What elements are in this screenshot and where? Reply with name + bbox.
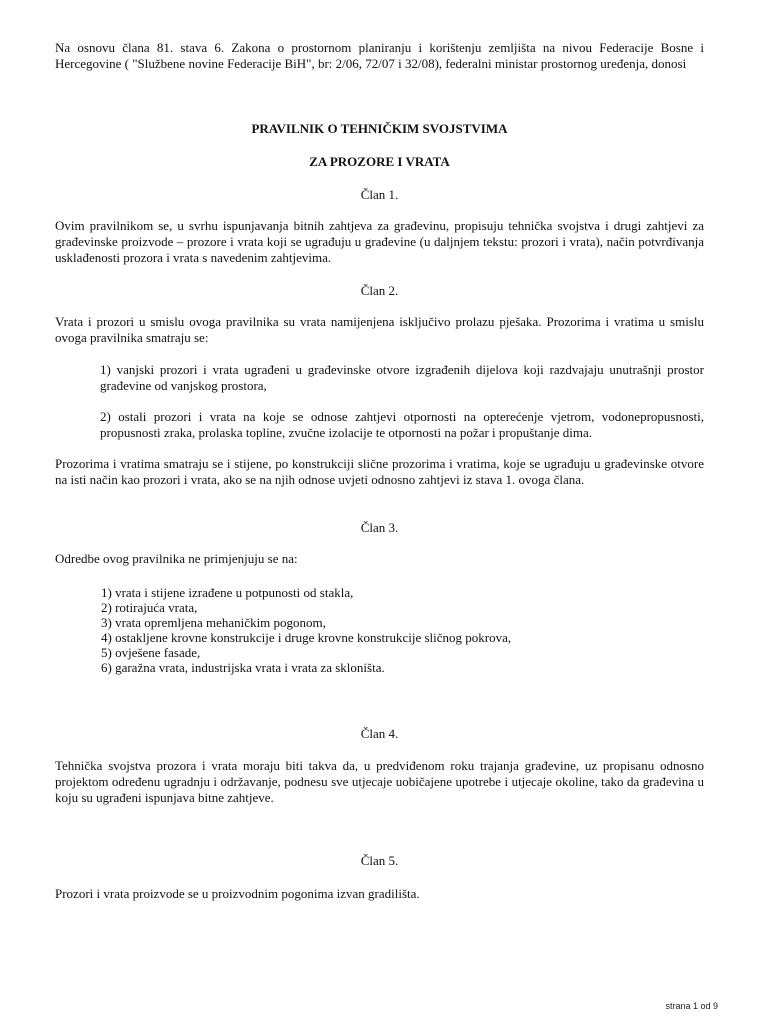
- list-item: 3) vrata opremljena mehaničkim pogonom,: [101, 615, 326, 630]
- article-5-heading: Član 5.: [360, 853, 399, 868]
- list-item: 6) garažna vrata, industrijska vrata i vrata za skloništa.: [101, 660, 385, 675]
- article-2-heading: Član 2.: [360, 283, 399, 298]
- preamble-text: Na osnovu člana 81. stava 6. Zakona o prostornom planiranju i korištenju zemljišta na nivou Federacije Bosne i Hercegovine ( "Službene novine Federacije BiH", br: 2/06, 72/07 i 32/08), federalni ministar prostornog uređenja, donosi: [55, 40, 704, 71]
- list-item: 5) ovješene fasade,: [101, 645, 201, 660]
- article-3-heading: Član 3.: [360, 520, 399, 535]
- page-number-footer: strana 1 od 9: [665, 1001, 718, 1011]
- list-item: 1) vrata i stijene izrađene u potpunosti od stakla,: [101, 585, 354, 600]
- article-2-closing: Prozorima i vratima smatraju se i stijene, po konstrukciji slične prozorima i vratima, koje se ugrađuju u građevinske otvore na isti način kao prozori i vrata, ako se na njih odnose uvjeti odnosno zahtjevi iz stava 1. ovoga člana.: [55, 456, 704, 487]
- document-title-line2: ZA PROZORE I VRATA: [309, 154, 450, 169]
- article-4-heading: Član 4.: [360, 726, 399, 741]
- article-1-heading: Član 1.: [360, 187, 399, 202]
- article-3-intro: Odredbe ovog pravilnika ne primjenjuju se na:: [55, 551, 298, 566]
- article-2-item-2: 2) ostali prozori i vrata na koje se odnose zahtjevi otpornosti na opterećenje vjetrom, vodonepropusnosti, propusnosti zraka, prolaska topline, zvučne izolacije te otpornosti na požar i propuštanje dima.: [100, 409, 704, 440]
- list-item: 4) ostakljene krovne konstrukcije i druge krovne konstrukcije sličnog pokrova,: [101, 630, 512, 645]
- article-3-list: [101, 585, 701, 675]
- document-title-line1: PRAVILNIK O TEHNIČKIM SVOJSTVIMA: [251, 121, 508, 136]
- article-5-text: Prozori i vrata proizvode se u proizvodnim pogonima izvan gradilišta.: [55, 886, 420, 901]
- article-2-intro: Vrata i prozori u smislu ovoga pravilnika su vrata namijenjena isključivo prolazu pješaka. Prozorima i vratima u smislu ovoga pravilnika smatraju se:: [55, 314, 704, 345]
- list-item: 2) rotirajuća vrata,: [101, 600, 198, 615]
- article-2-item-1: 1) vanjski prozori i vrata ugrađeni u građevinske otvore izgrađenih dijelova koji razdvajaju unutrašnji prostor građevine od vanjskog prostora,: [100, 362, 704, 393]
- article-4-text: Tehnička svojstva prozora i vrata moraju biti takva da, u predviđenom roku trajanja građevine, uz propisanu odnosno projektom određenu ugradnju i održavanje, podnesu sve utjecaje uobičajene upotrebe i utjecaje okoline, tako da građevina u koju su ugrađeni ispunjava bitne zahtjeve.: [55, 758, 704, 805]
- article-1-text: Ovim pravilnikom se, u svrhu ispunjavanja bitnih zahtjeva za građevinu, propisuju tehnička svojstva i drugi zahtjevi za građevinske proizvode – prozore i vrata koji se ugrađuju u građevine (u daljnjem tekstu: prozori i vrata), način potvrđivanja usklađenosti prozora i vrata s navedenim zahtjevima.: [55, 218, 704, 265]
